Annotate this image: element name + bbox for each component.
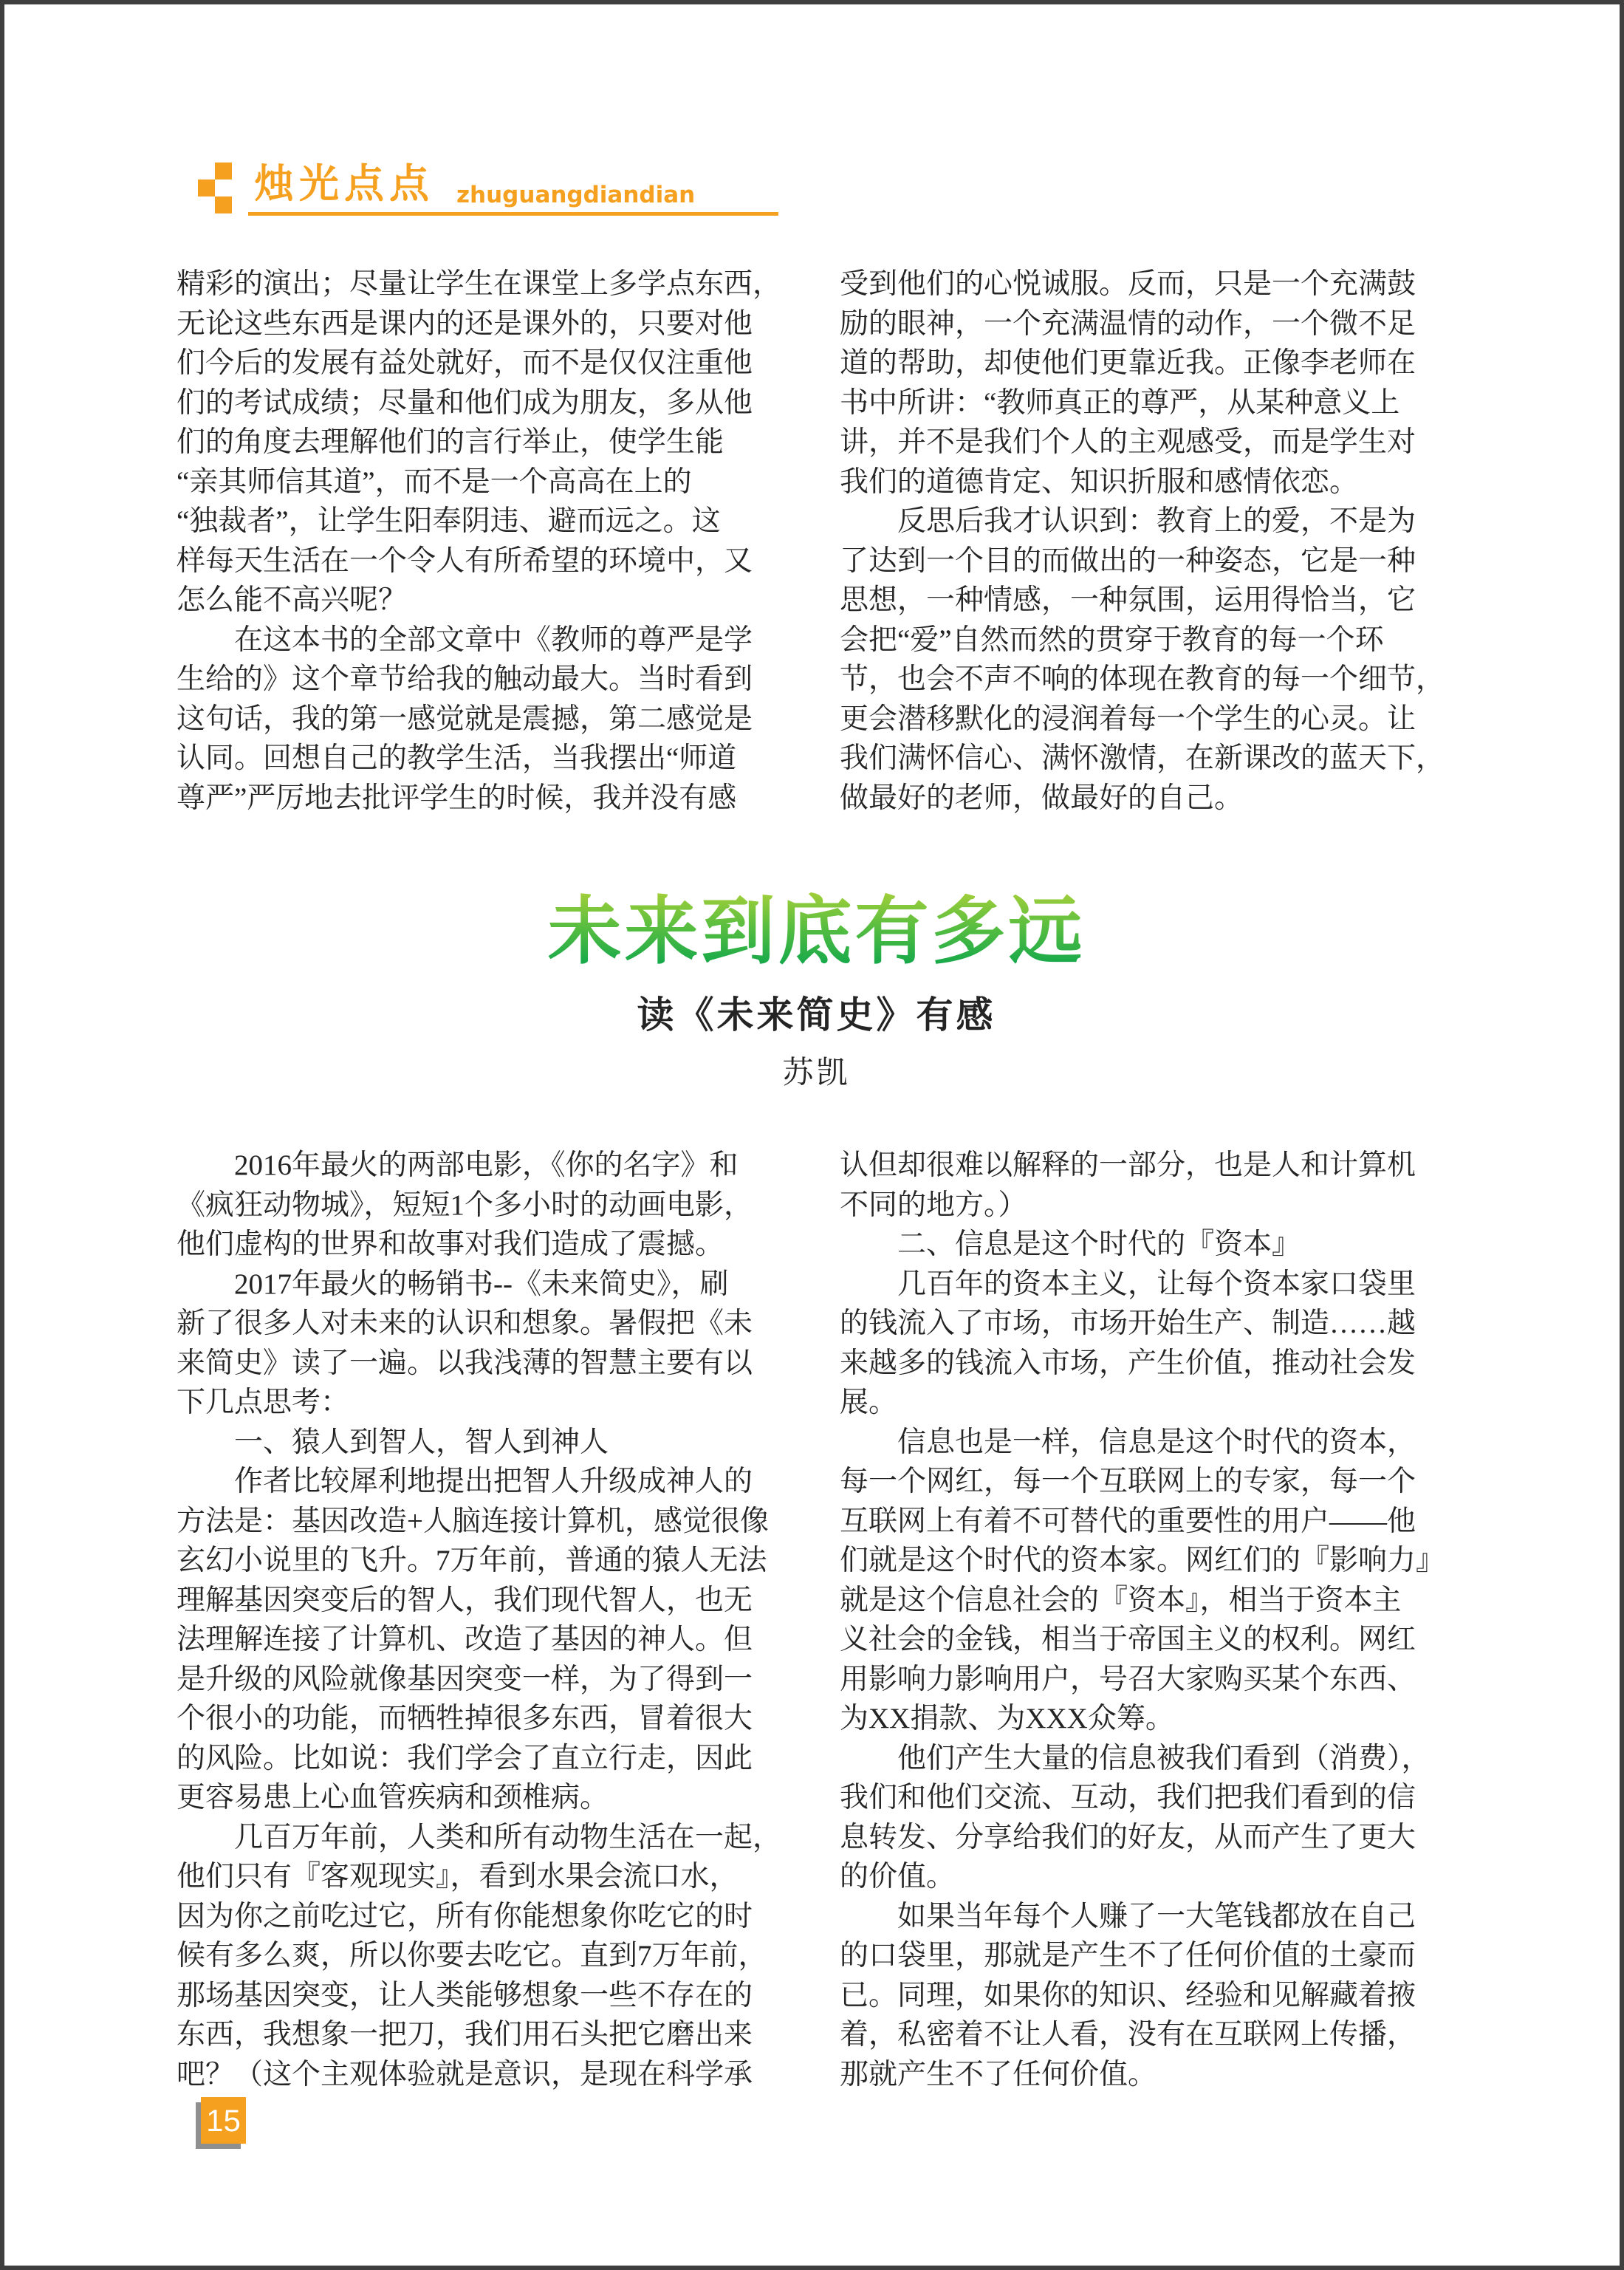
text-line: 的风险。比如说：我们学会了直立行走，因此 <box>177 1742 753 1774</box>
text-line: 更容易患上心血管疾病和颈椎病。 <box>177 1782 609 1813</box>
text-line: 样每天生活在一个令人有所希望的环境中，又 <box>177 544 753 577</box>
text-line: 节，也会不声不响的体现在教育的每一个细节， <box>840 663 1445 695</box>
text-line: 用影响力影响用户，号召大家购买某个东西、 <box>840 1663 1416 1695</box>
text-line: 个很小的功能，而牺牲掉很多东西，冒着很大 <box>177 1703 753 1734</box>
text-line: 理解基因突变后的智人，我们现代智人，也无 <box>177 1584 753 1616</box>
text-line: 生给的》这个章节给我的触动最大。当时看到 <box>177 663 753 695</box>
text-line: 已。同理，如果你的知识、经验和见解藏着掖 <box>840 1979 1416 2011</box>
text-line: 就是这个信息社会的『资本』，相当于资本主 <box>840 1584 1402 1616</box>
text-line: 励的眼神，一个充满温情的动作，一个微不足 <box>840 307 1416 340</box>
top-left-column <box>177 264 810 818</box>
text-line: 们今后的发展有益处就好，而不是仅仅注重他 <box>177 347 753 379</box>
text-line: 精彩的演出；尽量让学生在课堂上多学点东西， <box>177 268 782 300</box>
page-number-badge: 15 <box>201 2097 246 2144</box>
text-line: 做最好的老师，做最好的自己。 <box>840 782 1244 814</box>
text-line: “独裁者”，让学生阳奉阴违、避而远之。这 <box>177 505 721 537</box>
text-line: 他们产生大量的信息被我们看到（消费）， <box>840 1742 1431 1774</box>
column-brand-title: 烛光点点 <box>254 160 434 207</box>
text-line: “亲其师信其道”，而不是一个高高在上的 <box>177 465 692 498</box>
text-line: 不同的地方。） <box>840 1189 1027 1221</box>
text-line: 无论这些东西是课内的还是课外的，只要对他 <box>177 307 753 340</box>
text-line: 的口袋里，那就是产生不了任何价值的土豪而 <box>840 1940 1416 1972</box>
text-line: 尊严”严厉地去批评学生的时候，我并没有感 <box>177 782 737 814</box>
text-line: 几百年的资本主义，让每个资本家口袋里 <box>840 1268 1416 1300</box>
text-line: 受到他们的心悦诚服。反而，只是一个充满鼓 <box>840 268 1416 300</box>
article-author: 苏凯 <box>782 1056 851 1090</box>
text-line: 的钱流入了市场，市场开始生产、制造……越 <box>840 1307 1416 1339</box>
text-line: 他们虚构的世界和故事对我们造成了震撼。 <box>177 1228 724 1260</box>
text-line: 了达到一个目的而做出的一种姿态，它是一种 <box>840 544 1416 577</box>
text-line: 那场基因突变，让人类能够想象一些不存在的 <box>177 1979 753 2011</box>
text-line: 会把“爱”自然而然的贯穿于教育的每一个环 <box>840 623 1384 656</box>
bottom-left-column <box>177 1146 810 2094</box>
text-line: 一、猿人到智人，智人到神人 <box>177 1426 609 1458</box>
text-line: 们就是这个时代的资本家。网红们的『影响力』 <box>840 1545 1445 1576</box>
text-line: 展。 <box>840 1387 898 1418</box>
article-title: 未来到底有多远 <box>548 888 1086 977</box>
text-line: 认同。回想自己的教学生活，当我摆出“师道 <box>177 742 737 774</box>
header-rule <box>248 212 778 216</box>
text-line: 讲，并不是我们个人的主观感受，而是学生对 <box>840 426 1416 458</box>
text-line: 反思后我才认识到：教育上的爱，不是为 <box>840 505 1416 537</box>
text-line: 道的帮助，却使他们更靠近我。正像李老师在 <box>840 347 1416 379</box>
top-section <box>177 264 1474 818</box>
logo-square-middle-icon <box>198 180 215 196</box>
text-line: 我们的道德肯定、知识折服和感情依恋。 <box>840 465 1359 498</box>
column-brand-pinyin: zhuguangdiandian <box>456 182 696 208</box>
text-line: 来简史》读了一遍。以我浅薄的智慧主要有以 <box>177 1347 753 1379</box>
bottom-section <box>177 1146 1474 2094</box>
text-line: 们的角度去理解他们的言行举止，使学生能 <box>177 426 724 458</box>
text-line: 认但却很难以解释的一部分，也是人和计算机 <box>840 1149 1416 1181</box>
text-line: 我们和他们交流、互动，我们把我们看到的信 <box>840 1782 1416 1813</box>
text-line: 为XX捐款、为XXX众筹。 <box>840 1703 1174 1734</box>
text-line: 法理解连接了计算机、改造了基因的神人。但 <box>177 1624 753 1655</box>
text-line: 更会潜移默化的浸润着每一个学生的心灵。让 <box>840 702 1416 735</box>
article-heading <box>4 888 1624 977</box>
text-line: 东西，我想象一把刀，我们用石头把它磨出来 <box>177 2019 753 2051</box>
logo-square-top-icon <box>215 163 232 180</box>
text-line: 思想，一种情感，一种氛围，运用得恰当，它 <box>840 584 1416 616</box>
text-line: 着，私密着不让人看，没有在互联网上传播， <box>840 2019 1416 2051</box>
text-line: 下几点思考： <box>177 1387 350 1418</box>
text-line: 方法是：基因改造+人脑连接计算机，感觉很像 <box>177 1505 769 1537</box>
text-line: 这句话，我的第一感觉就是震撼，第二感觉是 <box>177 702 753 735</box>
text-line: 2016年最火的两部电影，《你的名字》和 <box>177 1149 739 1181</box>
text-line: 息转发、分享给我们的好友，从而产生了更大 <box>840 1821 1416 1853</box>
text-line: 那就产生不了任何价值。 <box>840 2058 1157 2090</box>
text-line: 们的考试成绩；尽量和他们成为朋友，多从他 <box>177 386 753 419</box>
text-line: 来越多的钱流入市场，产生价值，推动社会发 <box>840 1347 1416 1379</box>
text-line: 怎么能不高兴呢？ <box>177 584 408 616</box>
logo-square-bottom-icon <box>215 196 232 213</box>
text-line: 书中所讲：“教师真正的尊严，从某种意义上 <box>840 386 1400 419</box>
text-line: 我们满怀信心、满怀激情，在新课改的蓝天下， <box>840 742 1445 774</box>
text-line: 几百万年前，人类和所有动物生活在一起， <box>177 1821 782 1853</box>
text-line: 新了很多人对未来的认识和想象。暑假把《未 <box>177 1307 753 1339</box>
text-line: 如果当年每个人赚了一大笔钱都放在自己 <box>840 1900 1416 1932</box>
text-line: 的价值。 <box>840 1861 956 1893</box>
text-line: 2017年最火的畅销书--《未来简史》，刷 <box>177 1268 729 1300</box>
text-line: 吧？（这个主观体验就是意识，是现在科学承 <box>177 2058 753 2090</box>
text-line: 义社会的金钱，相当于帝国主义的权利。网红 <box>840 1624 1416 1655</box>
text-line: 互联网上有着不可替代的重要性的用户——他 <box>840 1505 1416 1537</box>
text-line: 候有多么爽，所以你要去吃它。直到7万年前， <box>177 1940 767 1972</box>
text-line: 每一个网红，每一个互联网上的专家，每一个 <box>840 1466 1416 1497</box>
text-line: 作者比较犀利地提出把智人升级成神人的 <box>177 1466 753 1497</box>
text-line: 在这本书的全部文章中《教师的尊严是学 <box>177 623 753 656</box>
top-right-column <box>840 264 1473 818</box>
text-line: 信息也是一样，信息是这个时代的资本， <box>840 1426 1416 1458</box>
article-subtitle: 读《未来简史》有感 <box>637 994 996 1036</box>
text-line: 是升级的风险就像基因突变一样，为了得到一 <box>177 1663 753 1695</box>
text-line: 因为你之前吃过它，所有你能想象你吃它的时 <box>177 1900 753 1932</box>
text-line: 玄幻小说里的飞升。7万年前，普通的猿人无法 <box>177 1545 767 1576</box>
bottom-right-column <box>840 1146 1473 2094</box>
text-line: 他们只有『客观现实』，看到水果会流口水， <box>177 1861 739 1893</box>
text-line: 二、信息是这个时代的『资本』 <box>840 1228 1301 1260</box>
text-line: 《疯狂动物城》，短短1个多小时的动画电影， <box>177 1189 753 1221</box>
